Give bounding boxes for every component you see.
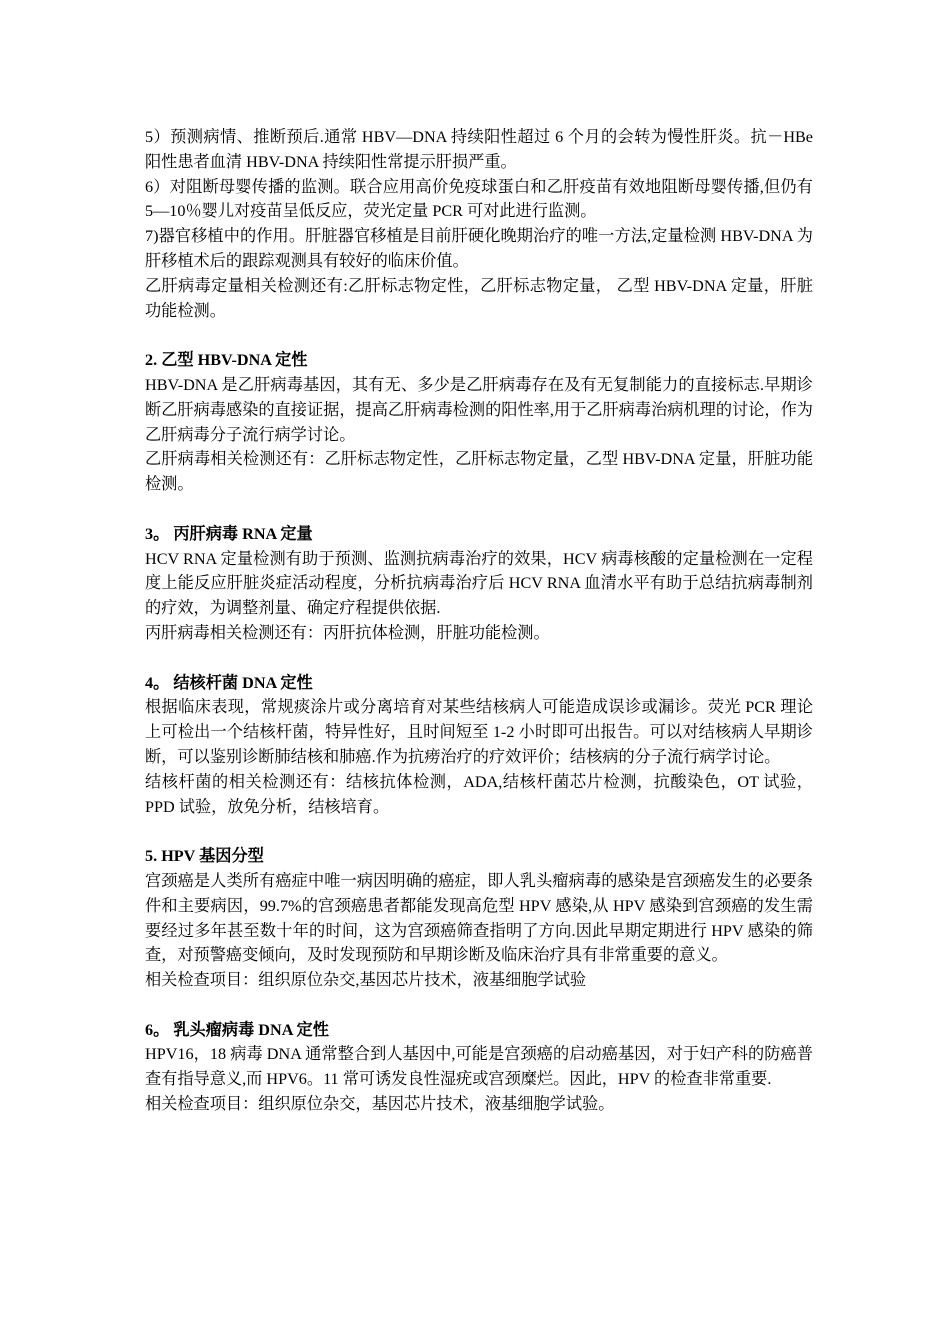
section-paragraph: HCV RNA 定量检测有助于预测、监测抗病毒治疗的效果，HCV 病毒核酸的定量检测在一定程度上能反应肝脏炎症活动程度，分析抗病毒治疗后 HCV RNA 血清水平有助于总结抗病毒制剂的疗效，为调整剂量、确定疗程提供依据. xyxy=(145,549,813,618)
section-paragraph: 宫颈癌是人类所有癌症中唯一病因明确的癌症，即人乳头瘤病毒的感染是宫颈癌发生的必要条件和主要病因，99.7%的宫颈癌患者都能发现高危型 HPV 感染,从 HPV 感染到宫颈癌的发生需要经过多年甚至数十年的时间，这为宫颈癌筛查指明了方向.因此早期定期进行 HPV 感染的筛查，对预警癌变倾向，及时发现预防和早期诊断及临床治疗具有非常重要的意义。 xyxy=(145,871,813,965)
section-paragraph: 丙肝病毒相关检测还有：丙肝抗体检测，肝脏功能检测。 xyxy=(145,623,550,642)
document-page xyxy=(145,125,813,1117)
section-hpv-dna-qualitative xyxy=(145,1018,813,1117)
intro-paragraph-transplant: 7)器官移植中的作用。肝脏器官移植是目前肝硬化晚期治疗的唯一方法,定量检测 HBV-DNA 为肝移植术后的跟踪观测具有较好的临床价值。 xyxy=(145,227,813,270)
section-paragraph: HBV-DNA 是乙肝病毒基因，其有无、多少是乙肝病毒存在及有无复制能力的直接标志.早期诊断乙肝病毒感染的直接证据，提高乙肝病毒检测的阳性率,用于乙肝病毒治病机理的讨论，作为乙肝病毒分子流行病学讨论。 xyxy=(145,375,813,444)
section-hbv-dna-qualitative xyxy=(145,348,813,497)
section-paragraph: HPV16，18 病毒 DNA 通常整合到人基因中,可能是宫颈癌的启动癌基因，对于妇产科的防癌普查有指导意义,而 HPV6。11 常可诱发良性湿疣或宫颈糜烂。因此，HPV 的检查非常重要. xyxy=(145,1045,813,1089)
section-spacer xyxy=(145,819,813,844)
section-hcv-rna-quantitative xyxy=(145,522,813,646)
section-tb-dna-qualitative xyxy=(145,671,813,820)
section-paragraph: 相关检查项目：组织原位杂交，基因芯片技术，液基细胞学试验。 xyxy=(145,1095,615,1114)
section-paragraph: 乙肝病毒相关检测还有：乙肝标志物定性，乙肝标志物定量，乙型 HBV-DNA 定量，肝脏功能检测。 xyxy=(145,450,813,494)
section-spacer xyxy=(145,323,813,348)
section-spacer xyxy=(145,646,813,671)
section-paragraph: 结核杆菌的相关检测还有：结核抗体检测，ADA,结核杆菌芯片检测，抗酸染色，OT 试验，PPD 试验，放免分析，结核培育。 xyxy=(145,772,813,816)
section-heading: 4。 结核杆菌 DNA 定性 xyxy=(145,673,313,692)
section-spacer xyxy=(145,497,813,522)
section-paragraph: 相关检查项目：组织原位杂交,基因芯片技术，液基细胞学试验 xyxy=(145,971,587,990)
section-paragraph: 根据临床表现，常规痰涂片或分离培育对某些结核病人可能造成误诊或漏诊。荧光 PCR 理论上可检出一个结核杆菌，特异性好，且时间短至 1-2 小时即可出报告。可以对结核病人早期诊断，可以鉴别诊断肺结核和肺癌.作为抗痨治疗的疗效评价；结核病的分子流行病学讨论。 xyxy=(145,698,813,766)
intro-paragraph-mother-infant: 6）对阻断母婴传播的监测。联合应用高价免疫球蛋白和乙肝疫苗有效地阻断母婴传播,但仍有 5—10％婴儿对疫苗呈低反应，荧光定量 PCR 可对此进行监测。 xyxy=(145,177,813,221)
section-heading: 5. HPV 基因分型 xyxy=(145,847,264,866)
section-spacer xyxy=(145,993,813,1018)
section-hpv-genotyping xyxy=(145,844,813,993)
intro-paragraph-related-tests: 乙肝病毒定量相关检测还有:乙肝标志物定性，乙肝标志物定量， 乙型 HBV-DNA 定量，肝脏功能检测。 xyxy=(145,276,813,320)
section-heading: 3。 丙肝病毒 RNA 定量 xyxy=(145,524,313,543)
section-heading: 2. 乙型 HBV-DNA 定性 xyxy=(145,351,308,370)
intro-paragraph-prognosis: 5）预测病情、推断预后.通常 HBV—DNA 持续阳性超过 6 个月的会转为慢性肝炎。抗－HBe 阳性患者血清 HBV-DNA 持续阳性常提示肝损严重。 xyxy=(145,128,813,171)
section-heading: 6。 乳头瘤病毒 DNA 定性 xyxy=(145,1020,329,1039)
